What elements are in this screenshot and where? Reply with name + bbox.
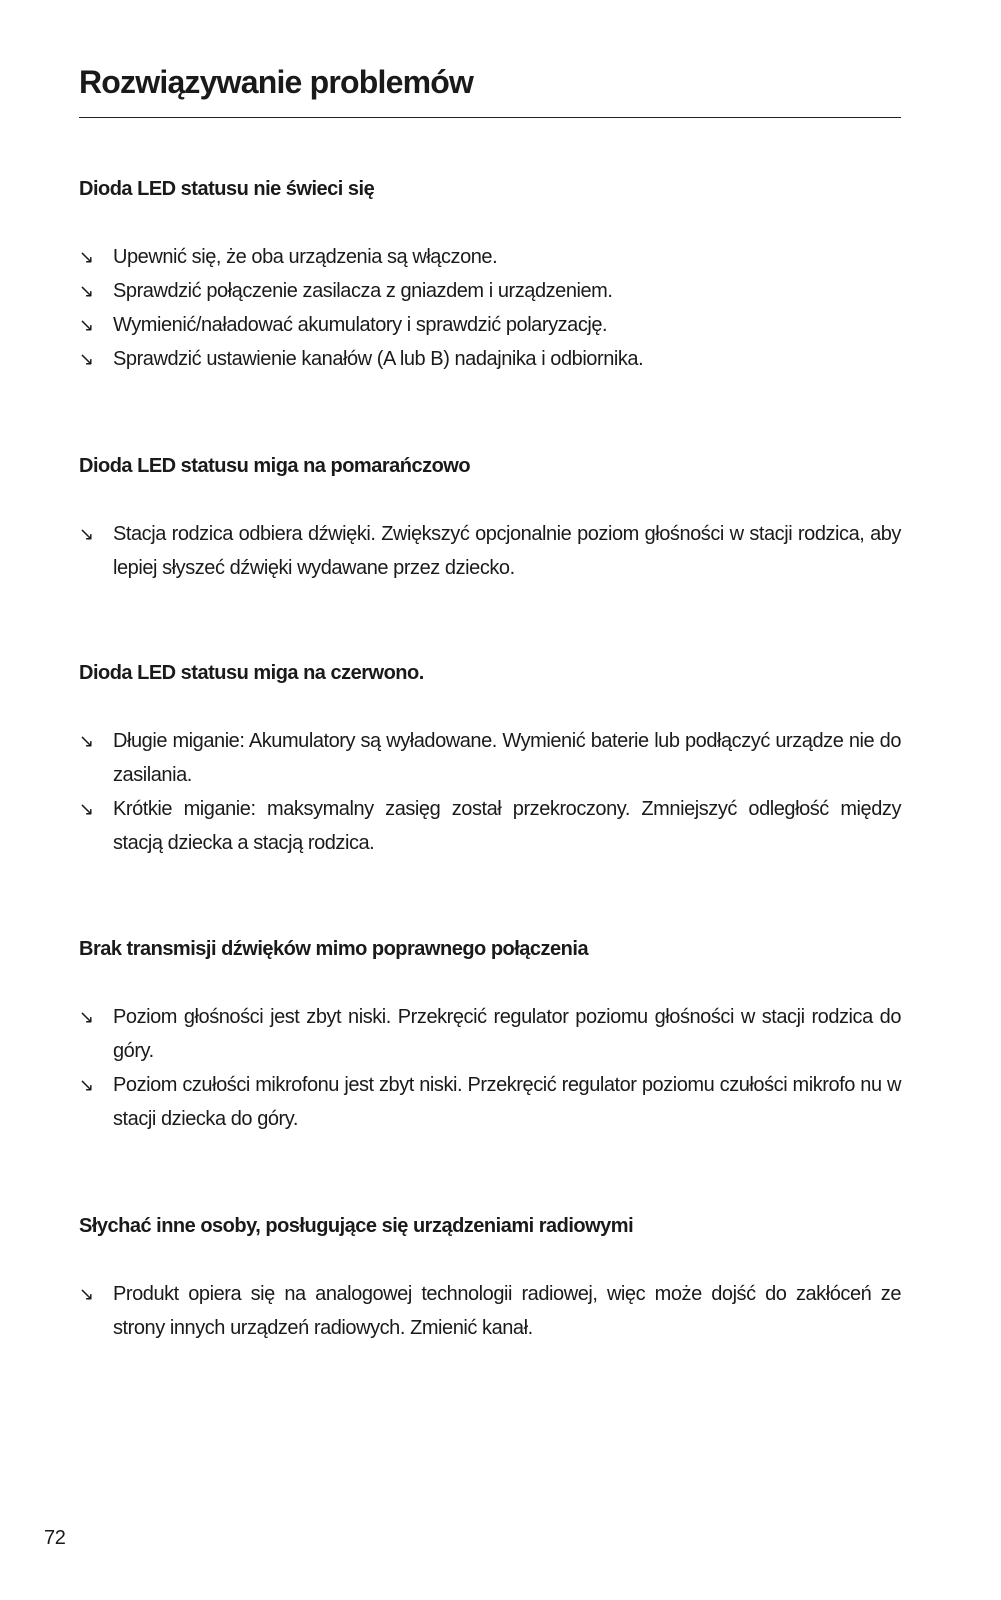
list-item — [79, 792, 901, 860]
list-item — [79, 724, 901, 792]
page-number: 72 — [44, 1527, 66, 1549]
section-led-blinking-orange — [79, 451, 901, 585]
list-item — [79, 517, 901, 585]
list-item-text: Stacja rodzica odbiera dźwięki. Zwiększyć opcjonalnie poziom głośności w stacji rodzica, aby lepiej słyszeć dźwięki wydawane przez dziecko. — [113, 523, 901, 579]
list-item-text: Poziom czułości mikrofonu jest zbyt niski. Przekręcić regulator poziomu czułości mikrofo nu w stacji dziecka do góry. — [113, 1074, 901, 1130]
bullet-list — [79, 724, 901, 860]
section-no-sound-transmission — [79, 934, 901, 1136]
section-led-blinking-red — [79, 658, 901, 860]
arrow-down-right-icon: ↘ — [79, 524, 94, 544]
list-item-text: Produkt opiera się na analogowej technologii radiowej, więc może dojść do zakłóceń ze strony innych urządzeń radiowych. Zmienić kanał. — [113, 1283, 901, 1339]
arrow-down-right-icon: ↘ — [79, 731, 94, 751]
list-item — [79, 274, 901, 308]
arrow-down-right-icon: ↘ — [79, 1075, 94, 1095]
bullet-list — [79, 240, 901, 376]
arrow-down-right-icon: ↘ — [79, 349, 94, 369]
section-heading: Dioda LED statusu miga na pomarańczowo — [79, 455, 471, 477]
section-heading: Słychać inne osoby, posługujące się urządzeniami radiowymi — [79, 1215, 634, 1237]
list-item-text: Krótkie miganie: maksymalny zasięg został przekroczony. Zmniejszyć odległość między stacją dziecka a stacją rodzica. — [113, 798, 901, 854]
section-heading: Dioda LED statusu nie świeci się — [79, 178, 375, 200]
arrow-down-right-icon: ↘ — [79, 1007, 94, 1027]
arrow-down-right-icon: ↘ — [79, 315, 94, 335]
bullet-list — [79, 1000, 901, 1136]
arrow-down-right-icon: ↘ — [79, 799, 94, 819]
list-item — [79, 240, 901, 274]
list-item — [79, 1000, 901, 1068]
list-item-text: Upewnić się, że oba urządzenia są włączone. — [113, 246, 498, 268]
list-item — [79, 342, 901, 376]
arrow-down-right-icon: ↘ — [79, 281, 94, 301]
bullet-list — [79, 517, 901, 585]
page-title: Rozwiązywanie problemów — [79, 64, 474, 100]
section-heading: Brak transmisji dźwięków mimo poprawnego połączenia — [79, 938, 589, 960]
arrow-down-right-icon: ↘ — [79, 1284, 94, 1304]
list-item-text: Wymienić/naładować akumulatory i sprawdzić polaryzację. — [113, 314, 608, 336]
list-item-text: Długie miganie: Akumulatory są wyładowane. Wymienić baterie lub podłączyć urządze nie do zasilania. — [113, 730, 901, 786]
list-item — [79, 1068, 901, 1136]
list-item — [79, 308, 901, 342]
list-item — [79, 1277, 901, 1345]
title-divider — [79, 117, 901, 118]
section-led-not-lit — [79, 174, 901, 376]
list-item-text: Poziom głośności jest zbyt niski. Przekręcić regulator poziomu głośności w stacji rodzica do góry. — [113, 1006, 901, 1062]
list-item-text: Sprawdzić ustawienie kanałów (A lub B) nadajnika i odbiornika. — [113, 348, 644, 370]
bullet-list — [79, 1277, 901, 1345]
list-item-text: Sprawdzić połączenie zasilacza z gniazdem i urządzeniem. — [113, 280, 613, 302]
arrow-down-right-icon: ↘ — [79, 247, 94, 267]
section-heading: Dioda LED statusu miga na czerwono. — [79, 662, 424, 684]
section-radio-interference — [79, 1211, 901, 1345]
